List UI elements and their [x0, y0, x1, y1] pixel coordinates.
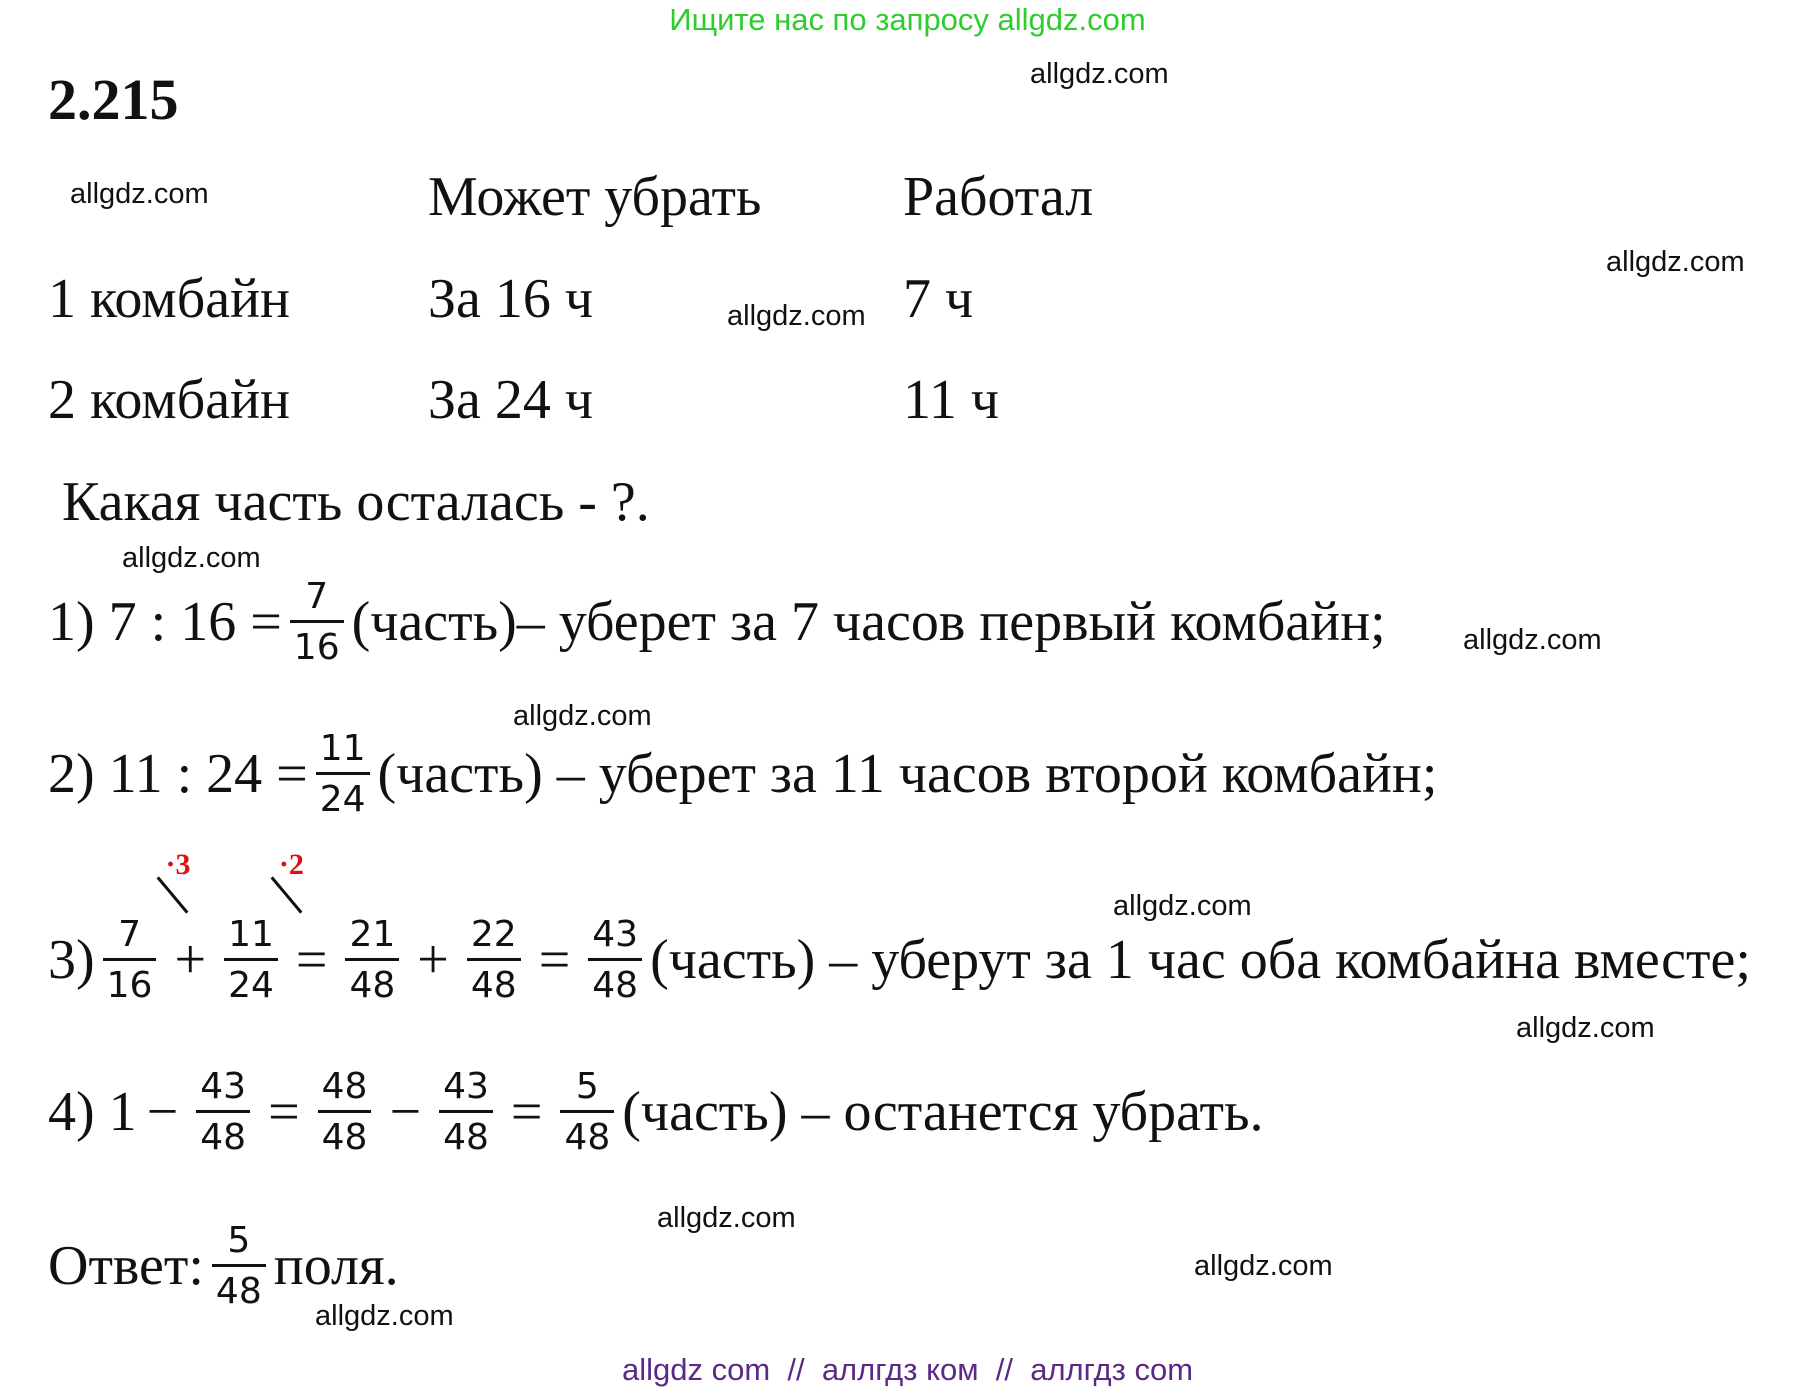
equals-sign: =	[510, 1081, 543, 1143]
footer: allgdz com // аллгдз ком // аллгдз com	[621, 1352, 1194, 1387]
minus-sign: −	[389, 1081, 422, 1143]
watermark: allgdz.com	[513, 700, 652, 732]
fraction-numerator: 48	[321, 1066, 368, 1108]
search-banner: Ищите нас по запросу allgdz.com	[669, 2, 1146, 37]
watermark: allgdz.com	[1463, 624, 1602, 656]
fraction-numerator: 7	[305, 576, 329, 618]
watermark: allgdz.com	[315, 1300, 454, 1332]
answer-fraction	[212, 1220, 266, 1312]
fraction-denominator: 48	[318, 1110, 372, 1158]
fraction-denominator: 24	[316, 772, 370, 820]
fraction-denominator: 16	[290, 620, 344, 668]
equals-sign: =	[295, 929, 328, 991]
fraction-denominator: 48	[467, 958, 521, 1006]
question: Какая часть осталась - ?.	[62, 471, 650, 533]
fraction-numerator: 43	[592, 914, 639, 956]
watermark: allgdz.com	[122, 542, 261, 574]
watermark: allgdz.com	[727, 300, 866, 332]
plus-sign: +	[417, 929, 449, 991]
step-2-fraction	[316, 728, 370, 820]
step-1-text: (часть)– уберет за 7 часов первый комбайн;	[351, 591, 1386, 653]
fraction-numerator: 5	[575, 1066, 599, 1108]
equals-sign: =	[268, 1081, 300, 1143]
table-header-can: Может убрать	[428, 166, 762, 228]
step-4-prefix: 4) 1	[48, 1081, 137, 1143]
fraction-denominator: 48	[588, 958, 642, 1006]
step-4-fraction-3	[439, 1066, 493, 1158]
watermark: allgdz.com	[1030, 58, 1169, 90]
watermark: allgdz.com	[1194, 1250, 1333, 1282]
step-4-fraction-4	[560, 1066, 614, 1158]
fraction-denominator: 48	[439, 1110, 493, 1158]
step-2-prefix: 2) 11 : 24 =	[48, 743, 308, 805]
table-row-1-can: За 16 ч	[428, 268, 594, 330]
fraction-numerator: 7	[118, 914, 142, 956]
fraction-denominator: 48	[212, 1264, 266, 1312]
fraction-numerator: 11	[228, 914, 274, 956]
fraction-numerator: 43	[200, 1066, 247, 1108]
step-4-fraction-1	[196, 1066, 250, 1158]
fraction-denominator: 16	[103, 958, 157, 1006]
step-3-fraction-5	[588, 914, 642, 1006]
step-3-fraction-2	[224, 848, 304, 1006]
fraction-denominator: 48	[560, 1110, 614, 1158]
step-1-fraction	[290, 576, 344, 668]
fraction-denominator: 48	[345, 958, 399, 1006]
equals-sign: =	[538, 929, 571, 991]
watermark: allgdz.com	[1113, 890, 1252, 922]
minus-sign: −	[146, 1081, 179, 1143]
watermark: allgdz.com	[70, 178, 209, 210]
watermark: allgdz.com	[1606, 246, 1745, 278]
step-3-prefix: 3)	[48, 929, 95, 991]
step-3	[48, 848, 1751, 1030]
multiplier-label: ·3	[165, 848, 191, 882]
step-3-fraction-1	[103, 848, 191, 1006]
fraction-numerator: 11	[319, 728, 366, 770]
fraction-numerator: 22	[470, 914, 517, 956]
table-row-1-label: 1 комбайн	[48, 268, 291, 330]
watermark: allgdz.com	[1516, 1012, 1655, 1044]
step-4-text: (часть) – останется убрать.	[622, 1081, 1264, 1143]
answer-label: Ответ:	[48, 1235, 204, 1297]
fraction-numerator: 21	[349, 914, 396, 956]
step-3-fraction-4	[467, 914, 521, 1006]
step-4	[48, 1042, 1264, 1182]
step-3-fraction-3	[345, 914, 399, 1006]
watermark: allgdz.com	[657, 1202, 796, 1234]
task-number: 2.215	[48, 67, 179, 132]
step-3-text: (часть) – уберут за 1 час оба комбайна вместе;	[650, 929, 1751, 991]
table-row-1-worked: 7 ч	[903, 268, 974, 330]
multiplier-label: ·2	[278, 848, 304, 882]
answer-text: поля.	[273, 1235, 399, 1297]
step-4-fraction-2	[318, 1066, 372, 1158]
table-row-2-worked: 11 ч	[903, 369, 1000, 431]
step-2-text: (часть) – уберет за 11 часов второй комбайн;	[377, 743, 1438, 805]
step-2	[48, 704, 1437, 844]
table-row-2-can: За 24 ч	[428, 369, 594, 431]
fraction-denominator: 48	[196, 1110, 250, 1158]
fraction-numerator: 43	[443, 1066, 489, 1108]
plus-sign: +	[174, 929, 207, 991]
table-header-worked: Работал	[903, 166, 1094, 228]
fraction-denominator: 24	[224, 958, 278, 1006]
table-row-2-label: 2 комбайн	[48, 369, 291, 431]
fraction-numerator: 5	[227, 1220, 251, 1262]
step-1-prefix: 1) 7 : 16 =	[48, 591, 282, 653]
